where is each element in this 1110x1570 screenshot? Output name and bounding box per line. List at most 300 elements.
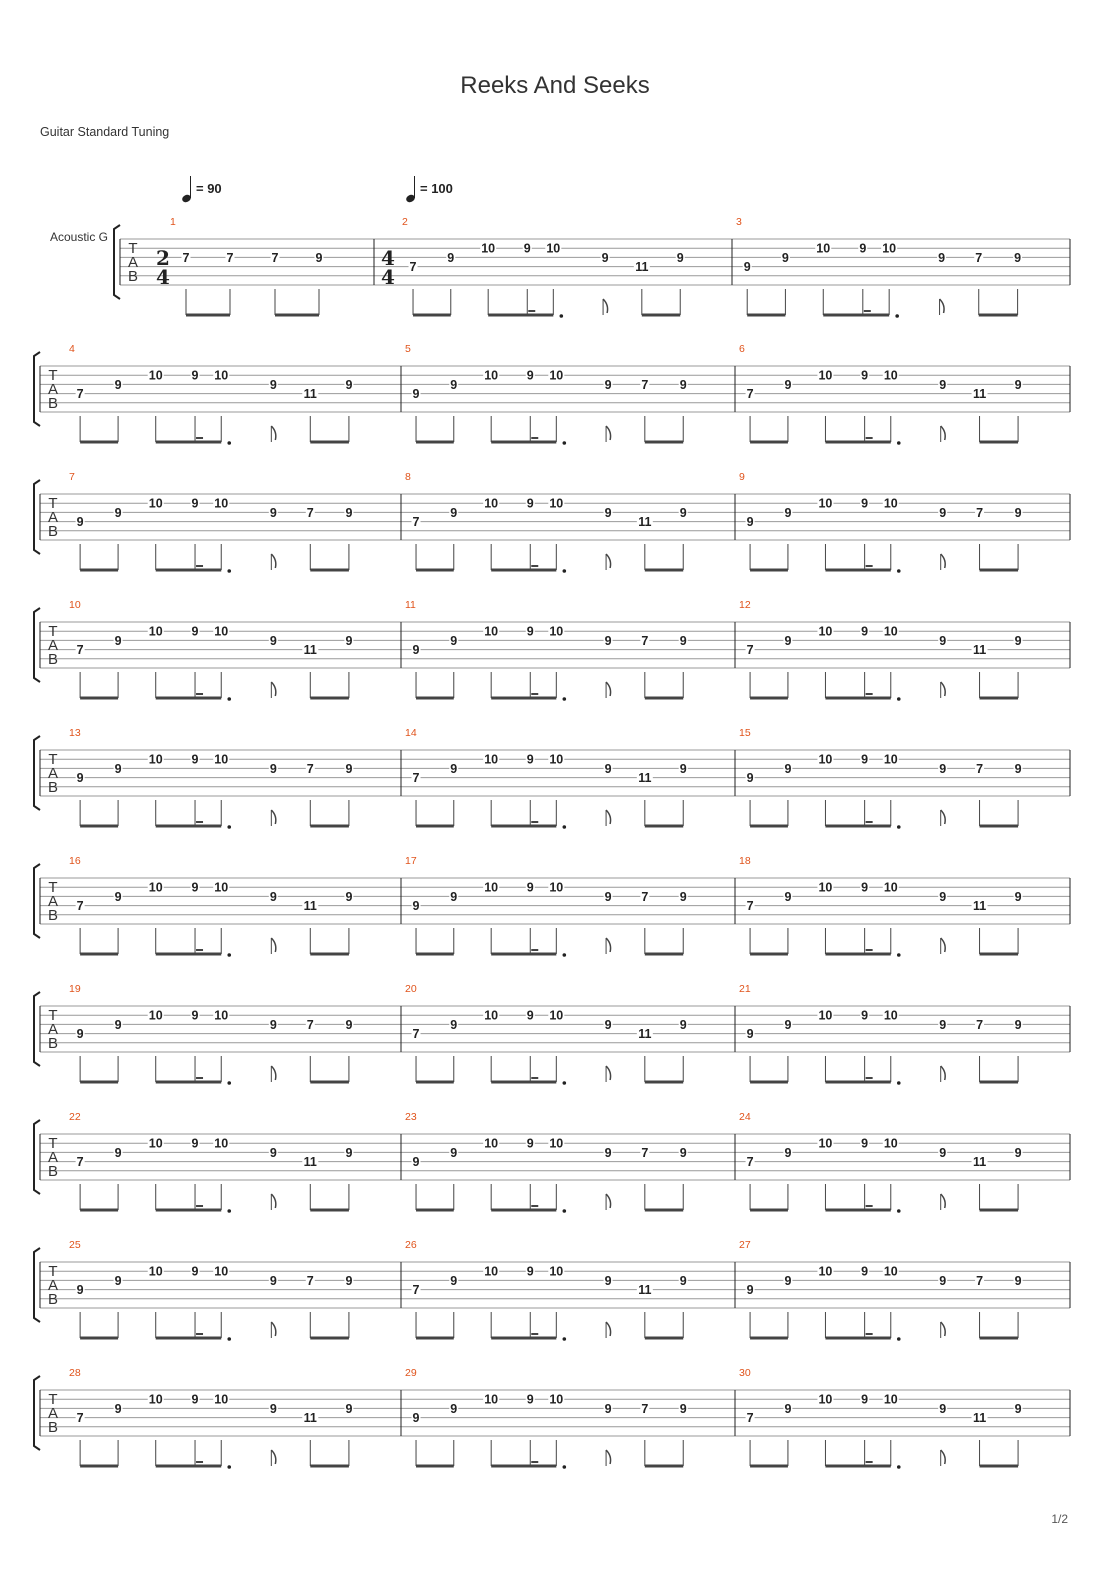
- fret-number: 9: [784, 505, 792, 520]
- tab-clef-a: A: [47, 1149, 59, 1166]
- fret-number: 9: [604, 1273, 612, 1288]
- measure-number: 7: [69, 471, 75, 483]
- fret-number: 10: [818, 752, 833, 767]
- fret-number: 7: [975, 250, 983, 265]
- fret-number: 9: [784, 377, 792, 392]
- fret-number: 11: [635, 260, 649, 275]
- fret-number: 7: [976, 1273, 984, 1288]
- fret-number: 9: [1014, 1017, 1022, 1032]
- fret-number: 10: [484, 1008, 499, 1023]
- dot: [563, 1081, 567, 1085]
- measure-number: 6: [739, 343, 745, 355]
- fret-number: 7: [641, 377, 649, 392]
- staff-system: [34, 1239, 1070, 1341]
- fret-number: 10: [148, 752, 163, 767]
- fret-number: 9: [604, 761, 612, 776]
- measure-number: 19: [69, 983, 81, 995]
- fret-number: 9: [526, 1136, 534, 1151]
- dot: [563, 697, 567, 701]
- measure-number: 21: [739, 983, 751, 995]
- fret-number: 7: [412, 771, 420, 786]
- tab-clef-b: B: [47, 523, 59, 540]
- note-flag: [271, 810, 276, 824]
- fret-number: 9: [604, 1401, 612, 1416]
- fret-number: 10: [549, 1264, 564, 1279]
- fret-number: 10: [148, 880, 163, 895]
- fret-number: 10: [484, 368, 499, 383]
- fret-number: 10: [546, 241, 561, 256]
- system-brace: [34, 480, 40, 554]
- system-brace: [34, 608, 40, 682]
- fret-number: 9: [1014, 1145, 1022, 1160]
- dot: [560, 314, 564, 318]
- fret-number: 11: [972, 1411, 987, 1426]
- fret-number: 9: [412, 899, 420, 914]
- fret-number: 9: [784, 1273, 792, 1288]
- fret-number: 9: [604, 633, 612, 648]
- fret-number: 10: [549, 752, 564, 767]
- fret-number: 7: [76, 643, 84, 658]
- dot: [563, 441, 567, 445]
- fret-number: 9: [679, 377, 687, 392]
- dot: [563, 1209, 567, 1213]
- fret-number: 10: [484, 624, 499, 639]
- fret-number: 9: [679, 505, 687, 520]
- fret-number: 10: [484, 1264, 499, 1279]
- fret-number: 7: [641, 1401, 649, 1416]
- note-flag: [271, 1322, 276, 1336]
- fret-number: 10: [883, 496, 898, 511]
- note-flag: [606, 554, 611, 568]
- fret-number: 9: [345, 505, 353, 520]
- dot: [227, 953, 231, 957]
- note-flag: [941, 1066, 946, 1080]
- note-flag: [606, 938, 611, 952]
- fret-number: 9: [450, 1401, 458, 1416]
- fret-number: 9: [345, 1273, 353, 1288]
- fret-number: 11: [638, 1027, 652, 1042]
- fret-number: 11: [972, 643, 987, 658]
- fret-number: 7: [746, 1411, 754, 1426]
- measure-number: 17: [405, 855, 417, 867]
- fret-number: 9: [114, 633, 122, 648]
- fret-number: 7: [412, 1283, 420, 1298]
- measure-number: 22: [69, 1111, 81, 1123]
- fret-number: 9: [114, 1145, 122, 1160]
- tab-clef-a: A: [47, 765, 59, 782]
- fret-number: 9: [601, 250, 609, 265]
- measure-number: 15: [739, 727, 751, 739]
- fret-number: 10: [484, 880, 499, 895]
- measure-number: 12: [739, 599, 751, 611]
- fret-number: 9: [526, 368, 534, 383]
- fret-number: 9: [939, 377, 947, 392]
- fret-number: 10: [214, 752, 229, 767]
- measure-number: 14: [405, 727, 417, 739]
- note-flag: [271, 1066, 276, 1080]
- dot: [897, 1337, 901, 1341]
- fret-number: 9: [1014, 761, 1022, 776]
- fret-number: 10: [148, 1136, 163, 1151]
- fret-number: 9: [315, 250, 323, 265]
- fret-number: 9: [939, 1017, 947, 1032]
- fret-number: 11: [972, 387, 987, 402]
- fret-number: 9: [114, 1401, 122, 1416]
- fret-number: 7: [641, 1145, 649, 1160]
- note-flag: [606, 426, 611, 440]
- fret-number: 9: [861, 1264, 869, 1279]
- page-number: 1/2: [1051, 1512, 1068, 1526]
- fret-number: 10: [549, 1008, 564, 1023]
- fret-number: 9: [114, 761, 122, 776]
- system-brace: [34, 992, 40, 1066]
- fret-number: 10: [818, 880, 833, 895]
- fret-number: 9: [269, 761, 277, 776]
- fret-number: 9: [861, 496, 869, 511]
- staff-system: [34, 983, 1070, 1085]
- fret-number: 10: [484, 1392, 499, 1407]
- fret-number: 9: [412, 643, 420, 658]
- fret-number: 10: [214, 1008, 229, 1023]
- fret-number: 7: [306, 1273, 314, 1288]
- fret-number: 9: [939, 761, 947, 776]
- fret-number: 9: [191, 1264, 199, 1279]
- fret-number: 9: [412, 387, 420, 402]
- fret-number: 10: [883, 368, 898, 383]
- fret-number: 9: [450, 1273, 458, 1288]
- fret-number: 9: [450, 889, 458, 904]
- fret-number: 7: [412, 1027, 420, 1042]
- fret-number: 11: [972, 1155, 987, 1170]
- staff-system: [114, 216, 1070, 318]
- fret-number: 7: [226, 250, 234, 265]
- fret-number: 9: [939, 1145, 947, 1160]
- fret-number: 9: [269, 1273, 277, 1288]
- fret-number: 10: [549, 1392, 564, 1407]
- fret-number: 10: [549, 1136, 564, 1151]
- tab-clef-b: B: [47, 395, 59, 412]
- fret-number: 9: [938, 250, 946, 265]
- fret-number: 9: [76, 515, 84, 530]
- dot: [897, 1465, 901, 1469]
- fret-number: 9: [345, 633, 353, 648]
- fret-number: 9: [939, 1273, 947, 1288]
- fret-number: 10: [818, 624, 833, 639]
- fret-number: 9: [1014, 889, 1022, 904]
- fret-number: 10: [148, 1392, 163, 1407]
- dot: [897, 825, 901, 829]
- fret-number: 9: [191, 1008, 199, 1023]
- measure-number: 13: [69, 727, 81, 739]
- staff-system: [34, 855, 1070, 957]
- tab-clef-t: T: [48, 495, 58, 512]
- fret-number: 9: [191, 368, 199, 383]
- system-brace: [114, 225, 120, 299]
- fret-number: 9: [784, 1017, 792, 1032]
- fret-number: 9: [746, 515, 754, 530]
- system-brace: [34, 1120, 40, 1194]
- note-flag: [271, 554, 276, 568]
- fret-number: 9: [526, 880, 534, 895]
- fret-number: 9: [679, 1273, 687, 1288]
- staff-system: [34, 343, 1070, 445]
- fret-number: 9: [269, 505, 277, 520]
- fret-number: 7: [271, 250, 279, 265]
- fret-number: 9: [604, 505, 612, 520]
- fret-number: 9: [604, 377, 612, 392]
- fret-number: 9: [523, 241, 531, 256]
- fret-number: 10: [214, 1264, 229, 1279]
- fret-number: 10: [214, 1136, 229, 1151]
- fret-number: 9: [784, 633, 792, 648]
- tab-clef-b: B: [47, 907, 59, 924]
- fret-number: 9: [526, 1008, 534, 1023]
- tab-clef-b: B: [47, 1035, 59, 1052]
- fret-number: 10: [148, 496, 163, 511]
- note-flag: [941, 938, 946, 952]
- dot: [227, 569, 231, 573]
- tab-clef-b: B: [47, 1163, 59, 1180]
- fret-number: 10: [214, 624, 229, 639]
- fret-number: 9: [76, 771, 84, 786]
- fret-number: 9: [676, 250, 684, 265]
- measure-number: 4: [69, 343, 75, 355]
- measure-number: 23: [405, 1111, 417, 1123]
- fret-number: 10: [214, 880, 229, 895]
- tab-clef-b: B: [47, 1419, 59, 1436]
- dot: [563, 569, 567, 573]
- tab-clef-b: B: [47, 779, 59, 796]
- time-sig-bottom: 4: [156, 265, 170, 289]
- fret-number: 7: [306, 1017, 314, 1032]
- fret-number: 9: [861, 1392, 869, 1407]
- tab-clef-t: T: [48, 1263, 58, 1280]
- time-sig-top: 2: [156, 246, 170, 270]
- fret-number: 9: [114, 1017, 122, 1032]
- fret-number: 10: [818, 1136, 833, 1151]
- note-flag: [271, 426, 276, 440]
- fret-number: 9: [269, 633, 277, 648]
- fret-number: 9: [861, 368, 869, 383]
- tab-clef-t: T: [48, 1391, 58, 1408]
- tab-clef-a: A: [47, 1277, 59, 1294]
- dot: [227, 1337, 231, 1341]
- measure-number: 3: [736, 216, 742, 228]
- fret-number: 9: [679, 761, 687, 776]
- measure-number: 30: [739, 1367, 751, 1379]
- fret-number: 9: [345, 761, 353, 776]
- note-flag: [271, 1194, 276, 1208]
- fret-number: 10: [883, 880, 898, 895]
- system-brace: [34, 1248, 40, 1322]
- dot: [227, 1465, 231, 1469]
- fret-number: 9: [345, 1017, 353, 1032]
- fret-number: 10: [484, 496, 499, 511]
- fret-number: 9: [450, 1017, 458, 1032]
- note-flag: [271, 938, 276, 952]
- fret-number: 9: [679, 633, 687, 648]
- fret-number: 10: [481, 241, 496, 256]
- fret-number: 9: [939, 1401, 947, 1416]
- note-flag: [941, 1322, 946, 1336]
- system-brace: [34, 864, 40, 938]
- tab-clef-a: A: [47, 509, 59, 526]
- fret-number: 9: [859, 241, 867, 256]
- fret-number: 7: [306, 761, 314, 776]
- fret-number: 9: [191, 624, 199, 639]
- fret-number: 11: [638, 771, 652, 786]
- measure-number: 27: [739, 1239, 751, 1251]
- dot: [897, 441, 901, 445]
- note-flag: [941, 810, 946, 824]
- note-flag: [606, 1450, 611, 1464]
- fret-number: 10: [818, 1008, 833, 1023]
- measure-number: 5: [405, 343, 411, 355]
- tempo-value: = 100: [420, 181, 453, 196]
- fret-number: 9: [345, 889, 353, 904]
- tab-clef-t: T: [48, 879, 58, 896]
- note-flag: [606, 810, 611, 824]
- song-title: Reeks And Seeks: [460, 72, 650, 99]
- fret-number: 9: [604, 1145, 612, 1160]
- fret-number: 10: [882, 241, 897, 256]
- measure-number: 2: [402, 216, 408, 228]
- measure-number: 24: [739, 1111, 751, 1123]
- dot: [897, 697, 901, 701]
- fret-number: 10: [549, 624, 564, 639]
- measure-number: 8: [405, 471, 411, 483]
- tab-clef-a: A: [47, 893, 59, 910]
- fret-number: 9: [861, 624, 869, 639]
- dot: [895, 314, 899, 318]
- tab-clef-b: B: [47, 1291, 59, 1308]
- note-flag: [941, 554, 946, 568]
- fret-number: 9: [191, 1136, 199, 1151]
- fret-number: 10: [883, 1264, 898, 1279]
- fret-number: 9: [114, 889, 122, 904]
- fret-number: 9: [526, 752, 534, 767]
- system-brace: [34, 1376, 40, 1450]
- fret-number: 9: [746, 1027, 754, 1042]
- fret-number: 10: [818, 496, 833, 511]
- fret-number: 9: [1014, 505, 1022, 520]
- fret-number: 9: [412, 1411, 420, 1426]
- fret-number: 9: [861, 880, 869, 895]
- measure-number: 28: [69, 1367, 81, 1379]
- fret-number: 11: [303, 899, 317, 914]
- fret-number: 10: [148, 368, 163, 383]
- fret-number: 9: [526, 1392, 534, 1407]
- staff-system: [34, 1111, 1070, 1213]
- fret-number: 9: [861, 752, 869, 767]
- measure-number: 16: [69, 855, 81, 867]
- fret-number: 9: [114, 505, 122, 520]
- note-flag: [941, 682, 946, 696]
- fret-number: 9: [781, 250, 789, 265]
- fret-number: 9: [939, 889, 947, 904]
- fret-number: 10: [883, 624, 898, 639]
- fret-number: 9: [939, 633, 947, 648]
- fret-number: 9: [861, 1008, 869, 1023]
- fret-number: 10: [883, 1392, 898, 1407]
- measure-number: 18: [739, 855, 751, 867]
- tab-clef-t: T: [48, 1135, 58, 1152]
- fret-number: 9: [746, 771, 754, 786]
- fret-number: 7: [306, 505, 314, 520]
- system-brace: [34, 736, 40, 810]
- note-flag: [606, 1194, 611, 1208]
- note-flag: [271, 682, 276, 696]
- fret-number: 7: [746, 899, 754, 914]
- dot: [563, 953, 567, 957]
- tab-clef-t: T: [128, 240, 138, 257]
- note-flag: [941, 426, 946, 440]
- dot: [897, 1209, 901, 1213]
- tab-clef-a: A: [127, 254, 139, 271]
- fret-number: 9: [679, 889, 687, 904]
- tab-clef-t: T: [48, 367, 58, 384]
- fret-number: 9: [345, 1145, 353, 1160]
- track-name: Acoustic G: [50, 230, 109, 244]
- fret-number: 9: [450, 505, 458, 520]
- fret-number: 10: [818, 1264, 833, 1279]
- fret-number: 7: [182, 250, 190, 265]
- fret-number: 10: [883, 752, 898, 767]
- fret-number: 9: [114, 377, 122, 392]
- fret-number: 9: [1014, 250, 1022, 265]
- dot: [563, 1337, 567, 1341]
- tab-clef-a: A: [47, 1021, 59, 1038]
- measure-number: 10: [69, 599, 81, 611]
- fret-number: 7: [76, 899, 84, 914]
- fret-number: 7: [76, 1411, 84, 1426]
- fret-number: 7: [409, 260, 417, 275]
- time-sig-top: 4: [381, 246, 395, 270]
- fret-number: 10: [148, 1264, 163, 1279]
- fret-number: 11: [303, 1155, 317, 1170]
- fret-number: 9: [526, 1264, 534, 1279]
- fret-number: 10: [214, 368, 229, 383]
- tab-clef-a: A: [47, 381, 59, 398]
- note-flag: [603, 299, 608, 313]
- fret-number: 9: [450, 633, 458, 648]
- fret-number: 9: [784, 1401, 792, 1416]
- fret-number: 9: [526, 624, 534, 639]
- fret-number: 9: [269, 1017, 277, 1032]
- fret-number: 9: [191, 880, 199, 895]
- fret-number: 9: [679, 1145, 687, 1160]
- fret-number: 9: [1014, 1273, 1022, 1288]
- fret-number: 7: [746, 387, 754, 402]
- fret-number: 9: [450, 377, 458, 392]
- dot: [563, 825, 567, 829]
- fret-number: 9: [191, 752, 199, 767]
- tab-clef-t: T: [48, 1007, 58, 1024]
- tab-clef-t: T: [48, 623, 58, 640]
- fret-number: 11: [638, 1283, 652, 1298]
- fret-number: 11: [303, 387, 317, 402]
- fret-number: 9: [412, 1155, 420, 1170]
- fret-number: 9: [784, 761, 792, 776]
- fret-number: 7: [641, 889, 649, 904]
- fret-number: 9: [447, 250, 455, 265]
- staff-system: [34, 599, 1070, 701]
- fret-number: 10: [484, 1136, 499, 1151]
- fret-number: 9: [679, 1017, 687, 1032]
- fret-number: 9: [269, 1401, 277, 1416]
- fret-number: 7: [76, 387, 84, 402]
- dot: [227, 697, 231, 701]
